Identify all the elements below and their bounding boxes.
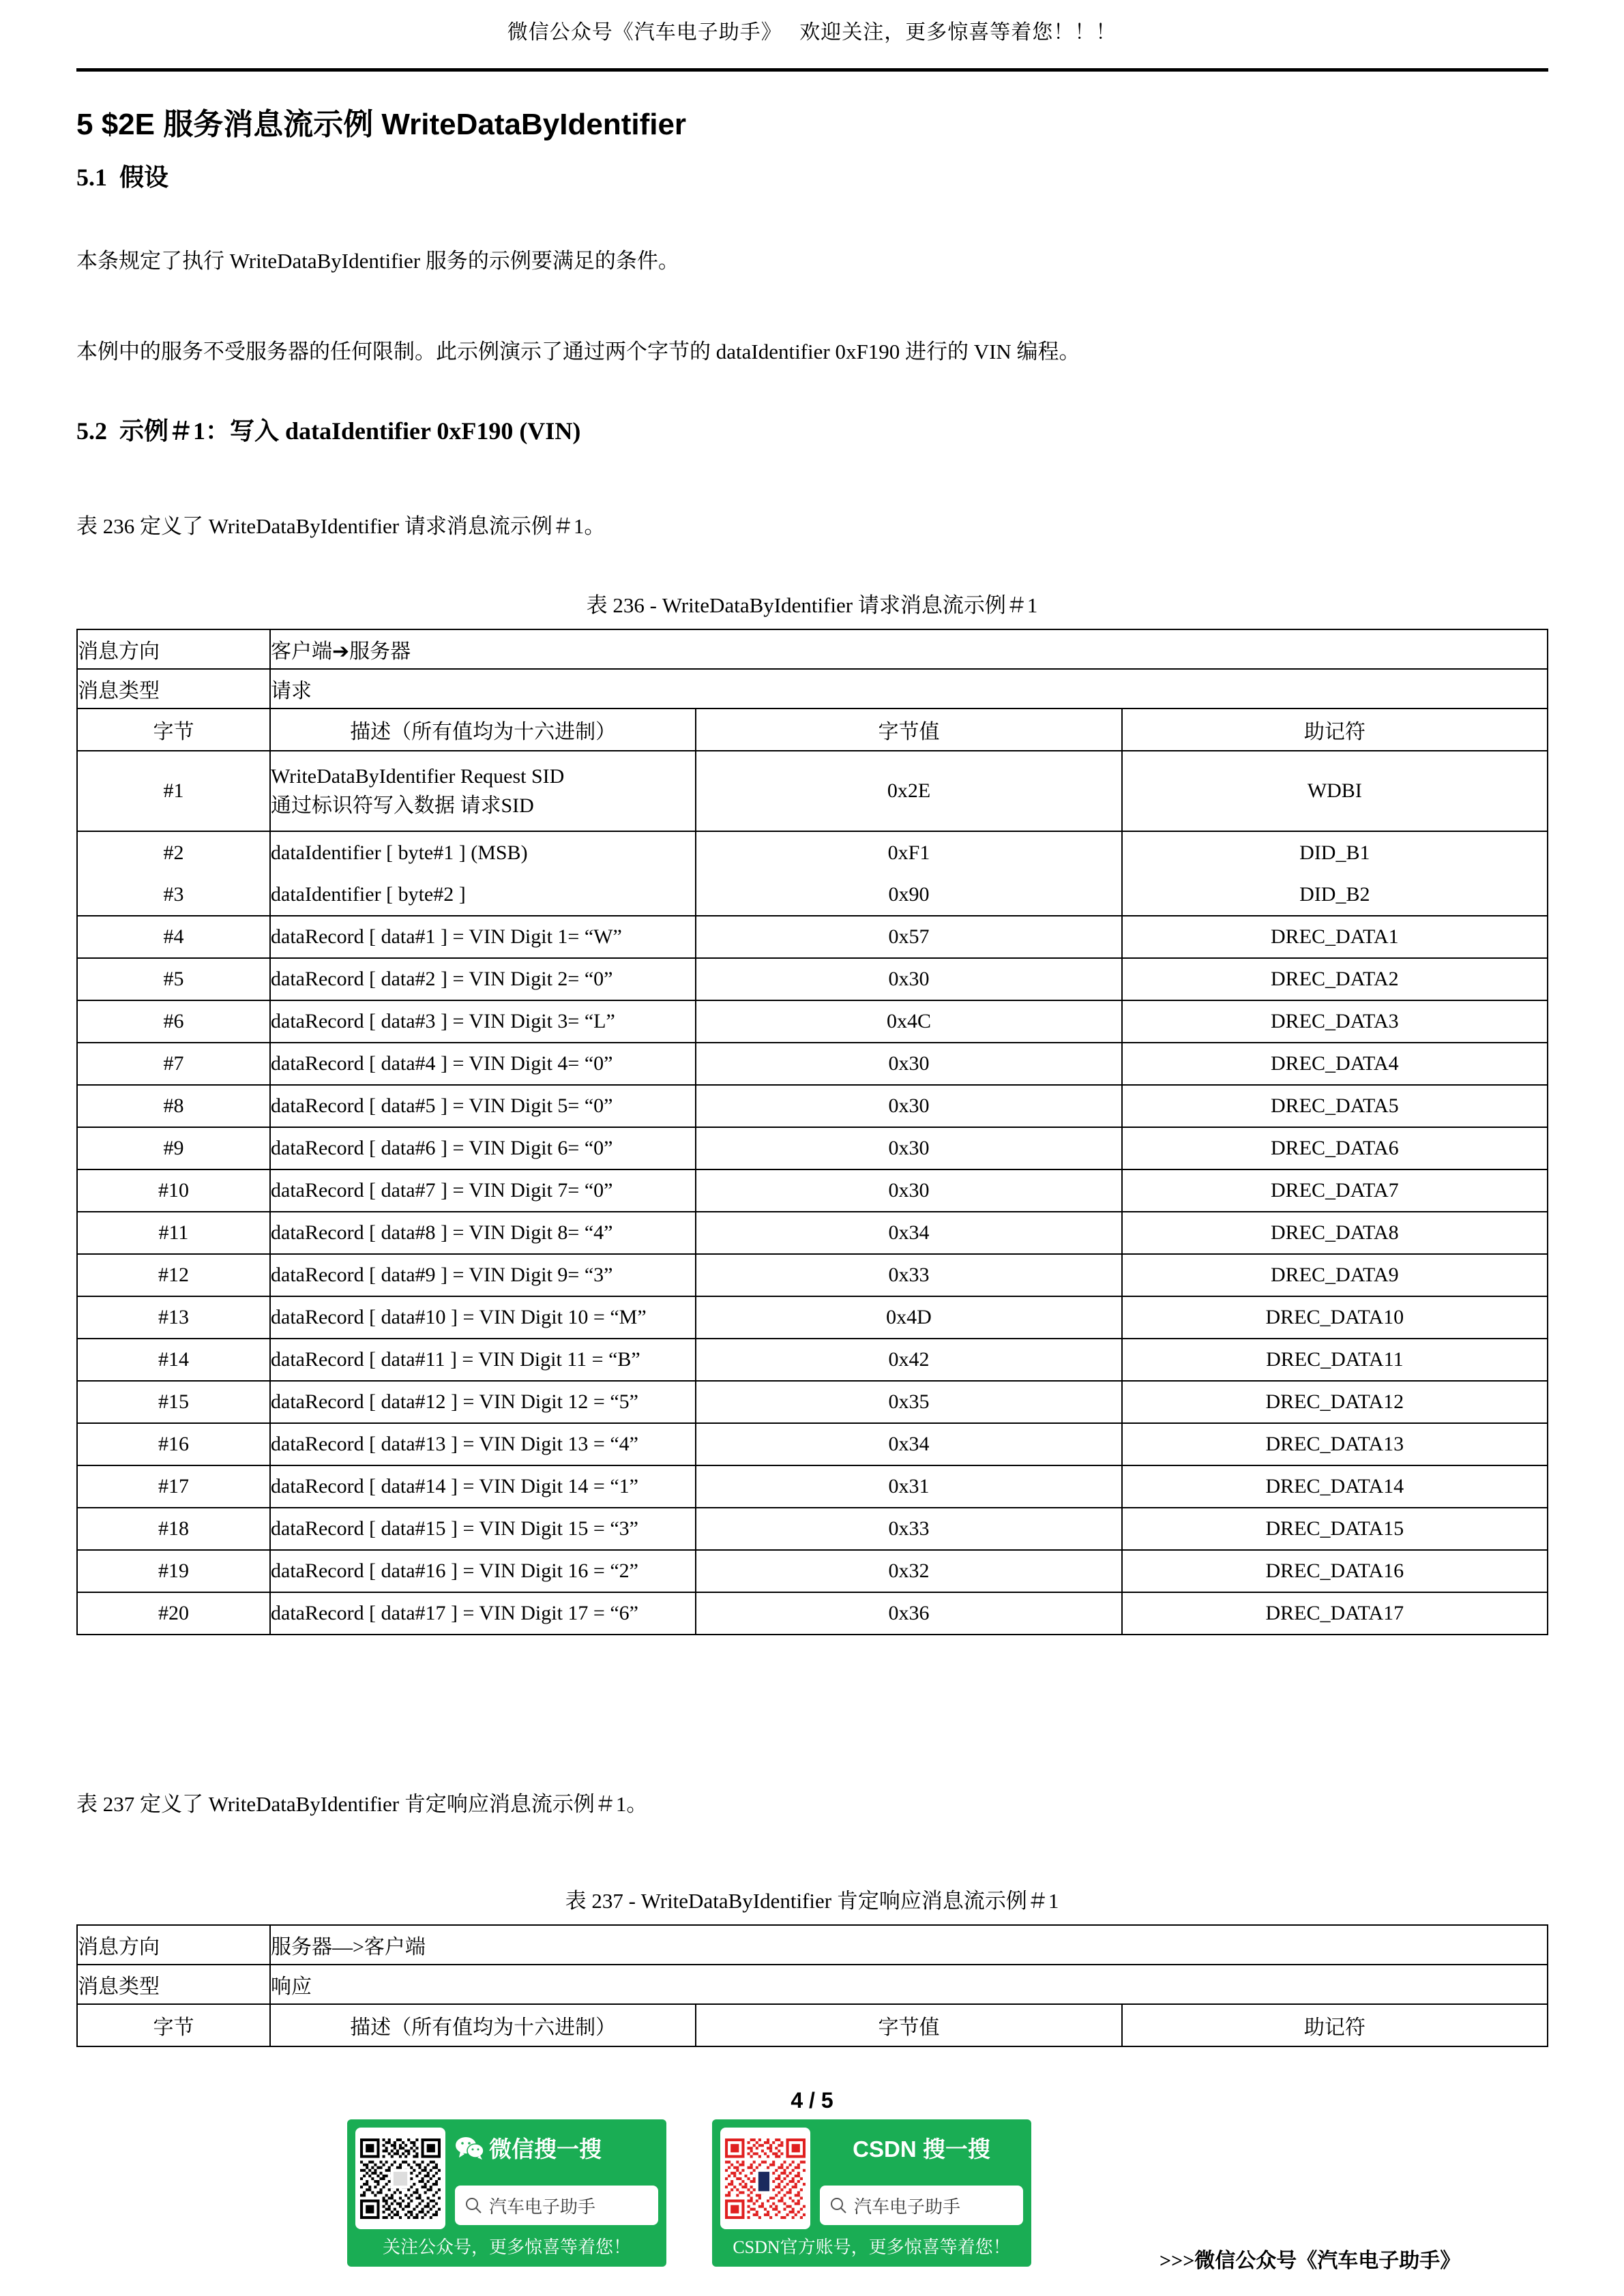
- table-row: [77, 1965, 1548, 2004]
- promo-banner-csdn[interactable]: [712, 2119, 1031, 2267]
- byte-index: #12: [77, 1254, 270, 1296]
- byte-index: #14: [77, 1339, 270, 1381]
- byte-value: 0x33: [696, 1508, 1121, 1550]
- section-heading-5-2: 5.2 示例＃1：写入 dataIdentifier 0xF190 (VIN): [76, 417, 581, 445]
- table-row: [77, 874, 1548, 916]
- byte-description: dataRecord [ data#10 ] = VIN Digit 10 = “M”: [270, 1296, 696, 1339]
- table-row: [77, 1254, 1548, 1296]
- byte-value: 0x34: [696, 1423, 1121, 1465]
- promo-top-row: [720, 2128, 1023, 2229]
- table-row: [77, 1925, 1548, 1965]
- byte-description: dataRecord [ data#5 ] = VIN Digit 5= “0”: [270, 1085, 696, 1127]
- table-row: [77, 1043, 1548, 1085]
- byte-value: 0x4D: [696, 1296, 1121, 1339]
- qr-code-wrapper-csdn: [720, 2128, 810, 2229]
- byte-mnemonic: DREC_DATA13: [1122, 1423, 1548, 1465]
- promo-right-column: [810, 2128, 1023, 2229]
- byte-mnemonic: DREC_DATA6: [1122, 1127, 1548, 1169]
- table-row: [77, 1592, 1548, 1635]
- table-row: [77, 751, 1548, 831]
- byte-mnemonic: DREC_DATA2: [1122, 958, 1548, 1000]
- byte-index: #17: [77, 1465, 270, 1508]
- byte-mnemonic: DREC_DATA15: [1122, 1508, 1548, 1550]
- table-row: [77, 1381, 1548, 1423]
- byte-value: 0x35: [696, 1381, 1121, 1423]
- byte-description: dataRecord [ data#9 ] = VIN Digit 9= “3”: [270, 1254, 696, 1296]
- byte-description: dataIdentifier [ byte#1 ] (MSB): [270, 831, 696, 874]
- table-row: [77, 1085, 1548, 1127]
- byte-value: 0x30: [696, 1127, 1121, 1169]
- table-row: [77, 1339, 1548, 1381]
- table-row: [77, 831, 1548, 874]
- byte-mnemonic: DREC_DATA1: [1122, 916, 1548, 958]
- page-title: 5 $2E 服务消息流示例 WriteDataByIdentifier: [76, 108, 687, 141]
- byte-index: #19: [77, 1550, 270, 1592]
- byte-value: 0xF1: [696, 831, 1121, 874]
- byte-mnemonic: DREC_DATA10: [1122, 1296, 1548, 1339]
- byte-mnemonic: DREC_DATA5: [1122, 1085, 1548, 1127]
- byte-description-line-1: WriteDataByIdentifier Request SID: [271, 764, 565, 788]
- table-row: [77, 958, 1548, 1000]
- byte-index: #1: [77, 751, 270, 831]
- promo-search-box-csdn[interactable]: [820, 2186, 1023, 2225]
- table-row: [77, 1296, 1548, 1339]
- byte-index: #13: [77, 1296, 270, 1339]
- byte-value: 0x31: [696, 1465, 1121, 1508]
- byte-description: dataRecord [ data#2 ] = VIN Digit 2= “0”: [270, 958, 696, 1000]
- table-row: [77, 1127, 1548, 1169]
- byte-description: dataIdentifier [ byte#2 ]: [270, 874, 696, 916]
- table-236: [76, 629, 1548, 1635]
- byte-description: dataRecord [ data#17 ] = VIN Digit 17 = “6”: [270, 1592, 696, 1635]
- promo-tail-text: >>>微信公众号《汽车电子助手》: [1160, 2250, 1461, 2272]
- promo-tagline-wechat: 关注公众号，更多惊喜等着您！: [382, 2237, 631, 2257]
- byte-value: 0x30: [696, 1043, 1121, 1085]
- qr-code-wrapper-wechat: [355, 2128, 445, 2229]
- message-direction-label: 消息方向: [77, 1925, 270, 1965]
- promo-search-text: 汽车电子助手: [489, 2196, 596, 2217]
- promo-banner-wechat[interactable]: [347, 2119, 666, 2267]
- message-type-value: 请求: [270, 669, 1548, 709]
- byte-index: #20: [77, 1592, 270, 1635]
- byte-description: dataRecord [ data#15 ] = VIN Digit 15 = “3”: [270, 1508, 696, 1550]
- byte-mnemonic: DREC_DATA16: [1122, 1550, 1548, 1592]
- byte-value: 0x57: [696, 916, 1121, 958]
- page-number: 4 / 5: [791, 2088, 833, 2113]
- promo-title-text: CSDN 搜一搜: [853, 2136, 990, 2162]
- byte-description-line-2: 通过标识符写入数据 请求SID: [271, 794, 534, 817]
- paragraph-4: 表 237 定义了 WriteDataByIdentifier 肯定响应消息流示例＃1。: [76, 1792, 648, 1816]
- column-header-byte: 字节: [77, 709, 270, 751]
- byte-index: #7: [77, 1043, 270, 1085]
- byte-mnemonic: DID_B1: [1122, 831, 1548, 874]
- column-header-mnemonic: 助记符: [1122, 2004, 1548, 2046]
- search-icon: [829, 2196, 847, 2214]
- promo-search-text: 汽车电子助手: [854, 2196, 961, 2217]
- byte-mnemonic: DREC_DATA14: [1122, 1465, 1548, 1508]
- message-type-label: 消息类型: [77, 1965, 270, 2004]
- byte-value: 0x42: [696, 1339, 1121, 1381]
- table-row: [77, 1423, 1548, 1465]
- paragraph-3: 表 236 定义了 WriteDataByIdentifier 请求消息流示例＃1。: [76, 514, 606, 538]
- byte-index: #11: [77, 1212, 270, 1254]
- message-direction-value: 服务器—>客户端: [270, 1925, 1548, 1965]
- table-row: [77, 1550, 1548, 1592]
- column-header-value: 字节值: [696, 2004, 1121, 2046]
- byte-description: dataRecord [ data#1 ] = VIN Digit 1= “W”: [270, 916, 696, 958]
- byte-mnemonic: WDBI: [1122, 751, 1548, 831]
- table-row: [77, 1212, 1548, 1254]
- byte-description: dataRecord [ data#11 ] = VIN Digit 11 = “B”: [270, 1339, 696, 1381]
- byte-index: #18: [77, 1508, 270, 1550]
- table-row: [77, 629, 1548, 669]
- byte-mnemonic: DREC_DATA9: [1122, 1254, 1548, 1296]
- byte-index: #5: [77, 958, 270, 1000]
- promo-title-wechat: [455, 2128, 658, 2164]
- byte-value: 0x36: [696, 1592, 1121, 1635]
- byte-description: dataRecord [ data#4 ] = VIN Digit 4= “0”: [270, 1043, 696, 1085]
- byte-description: dataRecord [ data#3 ] = VIN Digit 3= “L”: [270, 1000, 696, 1043]
- column-header-mnemonic: 助记符: [1122, 709, 1548, 751]
- qr-code-icon: [725, 2138, 806, 2219]
- byte-value: 0x4C: [696, 1000, 1121, 1043]
- table-row: [77, 916, 1548, 958]
- promo-top-row: [355, 2128, 658, 2229]
- byte-mnemonic: DID_B2: [1122, 874, 1548, 916]
- byte-index: #6: [77, 1000, 270, 1043]
- message-type-label: 消息类型: [77, 669, 270, 709]
- table-236-caption: 表 236 - WriteDataByIdentifier 请求消息流示例＃1: [586, 593, 1038, 617]
- byte-description: dataRecord [ data#8 ] = VIN Digit 8= “4”: [270, 1212, 696, 1254]
- byte-description: dataRecord [ data#6 ] = VIN Digit 6= “0”: [270, 1127, 696, 1169]
- byte-mnemonic: DREC_DATA8: [1122, 1212, 1548, 1254]
- byte-value: 0x32: [696, 1550, 1121, 1592]
- column-header-byte: 字节: [77, 2004, 270, 2046]
- table-header-row: [77, 709, 1548, 751]
- table-header-row: [77, 2004, 1548, 2046]
- promo-tagline-csdn: CSDN官方账号，更多惊喜等着您！: [733, 2237, 1011, 2257]
- byte-index: #9: [77, 1127, 270, 1169]
- table-237-caption: 表 237 - WriteDataByIdentifier 肯定响应消息流示例＃1: [565, 1889, 1059, 1913]
- table-row: [77, 1465, 1548, 1508]
- promo-search-box-wechat[interactable]: [455, 2186, 658, 2225]
- byte-index: #10: [77, 1169, 270, 1212]
- paragraph-2: 本例中的服务不受服务器的任何限制。此示例演示了通过两个字节的 dataIdentifier 0xF190 进行的 VIN 编程。: [76, 340, 1080, 363]
- byte-index: #2: [77, 831, 270, 874]
- section-heading-5-1: 5.1 假设: [76, 164, 169, 191]
- byte-value: 0x2E: [696, 751, 1121, 831]
- byte-mnemonic: DREC_DATA12: [1122, 1381, 1548, 1423]
- table-row: [77, 1508, 1548, 1550]
- column-header-description: 描述（所有值均为十六进制）: [270, 2004, 696, 2046]
- byte-value: 0x33: [696, 1254, 1121, 1296]
- message-direction-label: 消息方向: [77, 629, 270, 669]
- search-icon: [464, 2196, 482, 2214]
- byte-description: dataRecord [ data#14 ] = VIN Digit 14 = “1”: [270, 1465, 696, 1508]
- table-row: [77, 1000, 1548, 1043]
- byte-index: #4: [77, 916, 270, 958]
- byte-value: 0x30: [696, 1169, 1121, 1212]
- message-type-value: 响应: [270, 1965, 1548, 2004]
- byte-description: dataRecord [ data#12 ] = VIN Digit 12 = “5”: [270, 1381, 696, 1423]
- byte-index: #8: [77, 1085, 270, 1127]
- byte-mnemonic: DREC_DATA17: [1122, 1592, 1548, 1635]
- byte-value: 0x34: [696, 1212, 1121, 1254]
- promo-right-column: [445, 2128, 658, 2229]
- table-row: [77, 669, 1548, 709]
- header-divider: [76, 68, 1548, 72]
- byte-index: #3: [77, 874, 270, 916]
- byte-value: 0x30: [696, 1085, 1121, 1127]
- running-header: 微信公众号《汽车电子助手》 欢迎关注，更多惊喜等着您！！！: [507, 21, 1117, 44]
- message-direction-value: 客户端➔服务器: [270, 629, 1548, 669]
- qr-code-icon: [360, 2138, 441, 2219]
- byte-value: 0x30: [696, 958, 1121, 1000]
- promo-title-text: 微信搜一搜: [489, 2136, 602, 2162]
- table-237: [76, 1924, 1548, 2047]
- byte-value: 0x90: [696, 874, 1121, 916]
- promo-title-csdn: [820, 2128, 1023, 2164]
- column-header-value: 字节值: [696, 709, 1121, 751]
- column-header-description: 描述（所有值均为十六进制）: [270, 709, 696, 751]
- byte-index: #15: [77, 1381, 270, 1423]
- byte-mnemonic: DREC_DATA7: [1122, 1169, 1548, 1212]
- byte-description: [270, 751, 696, 831]
- byte-description: dataRecord [ data#7 ] = VIN Digit 7= “0”: [270, 1169, 696, 1212]
- byte-mnemonic: DREC_DATA11: [1122, 1339, 1548, 1381]
- table-row: [77, 1169, 1548, 1212]
- byte-mnemonic: DREC_DATA4: [1122, 1043, 1548, 1085]
- byte-mnemonic: DREC_DATA3: [1122, 1000, 1548, 1043]
- byte-description: dataRecord [ data#13 ] = VIN Digit 13 = “4”: [270, 1423, 696, 1465]
- byte-index: #16: [77, 1423, 270, 1465]
- paragraph-1: 本条规定了执行 WriteDataByIdentifier 服务的示例要满足的条件。: [76, 249, 679, 273]
- wechat-logo-icon: [455, 2136, 484, 2160]
- byte-description: dataRecord [ data#16 ] = VIN Digit 16 = “2”: [270, 1550, 696, 1592]
